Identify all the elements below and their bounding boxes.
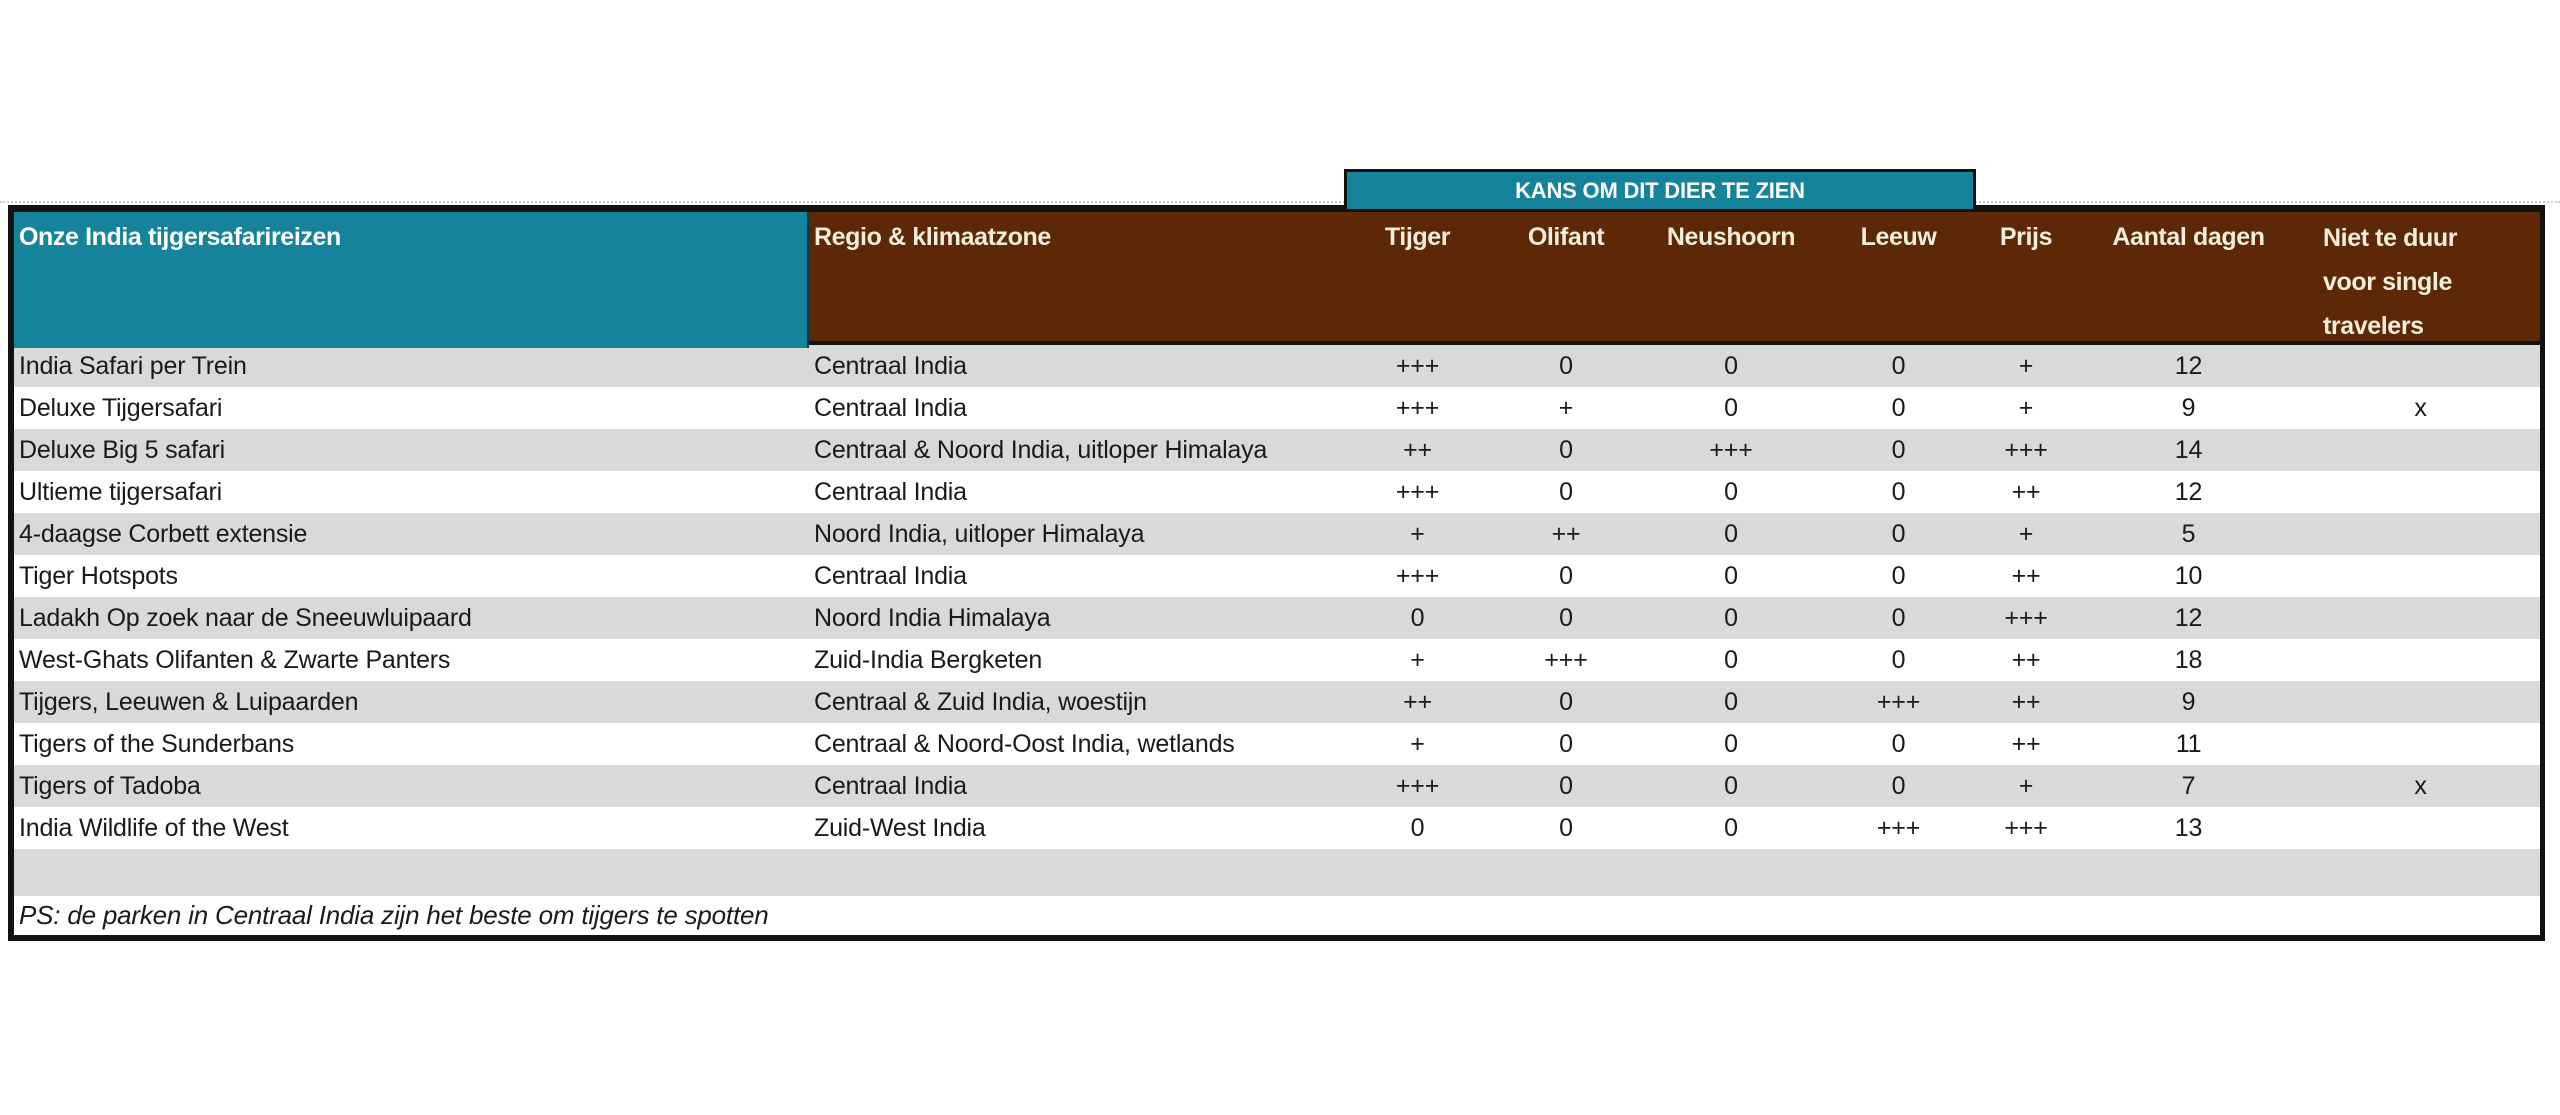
cell-leeuw: 0 <box>1891 394 1906 422</box>
cell-prijs: +++ <box>2004 436 2048 464</box>
table-row <box>14 765 2540 807</box>
cell-aantal-dagen: 13 <box>2174 814 2203 842</box>
cell-single-travelers <box>2301 471 2540 513</box>
cell-tijger: 0 <box>1410 814 1425 842</box>
cell-regio: Centraal India <box>814 772 967 800</box>
cell-neushoorn: 0 <box>1724 772 1738 800</box>
cell-aantal-dagen: 11 <box>2175 730 2202 758</box>
cell-prijs: + <box>2018 520 2034 548</box>
cell-leeuw: 0 <box>1891 352 1906 380</box>
column-header-aantal-dagen <box>2076 212 2301 348</box>
cell-regio: Centraal India <box>814 562 967 590</box>
cell-trip-name: West-Ghats Olifanten & Zwarte Panters <box>19 646 451 674</box>
footnote-text: PS: de parken in Centraal India zijn het beste om tijgers te spotten <box>19 900 769 930</box>
cell-regio: Centraal & Noord India, uitloper Himalaya <box>814 436 1268 464</box>
column-header-leeuw-label: Leeuw <box>1860 223 1937 251</box>
cell-trip-name: 4-daagse Corbett extensie <box>19 520 308 548</box>
cell-single-travelers <box>2301 513 2540 555</box>
table-row <box>14 345 2540 387</box>
kans-banner-label: KANS OM DIT DIER TE ZIEN <box>1515 177 1805 203</box>
cell-olifant: ++ <box>1551 520 1581 548</box>
cell-olifant: +++ <box>1544 646 1588 674</box>
cell-tijger: +++ <box>1395 394 1440 422</box>
cell-trip-name: Ladakh Op zoek naar de Sneeuwluipaard <box>19 604 472 632</box>
column-header-reizen <box>14 212 809 348</box>
table-row <box>14 513 2540 555</box>
cell-tijger: ++ <box>1403 436 1432 464</box>
cell-prijs: +++ <box>2004 604 2048 632</box>
cell-leeuw: 0 <box>1891 478 1906 506</box>
cell-tijger: + <box>1410 646 1425 674</box>
cell-leeuw: 0 <box>1891 730 1906 758</box>
footnote-row <box>14 896 2540 935</box>
cell-regio: Centraal & Zuid India, woestijn <box>814 688 1147 716</box>
cell-prijs: ++ <box>2011 478 2041 506</box>
cell-tijger: + <box>1410 730 1425 758</box>
cell-leeuw: 0 <box>1891 604 1906 632</box>
table-row <box>14 597 2540 639</box>
column-header-single-travelers <box>2301 212 2540 348</box>
cell-leeuw: 0 <box>1891 646 1906 674</box>
cell-neushoorn: +++ <box>1709 436 1753 464</box>
cell-prijs: ++ <box>2011 646 2041 674</box>
cell-trip-name: Tijgers, Leeuwen & Luipaarden <box>19 688 359 716</box>
cell-aantal-dagen: 14 <box>2174 436 2203 464</box>
cell-neushoorn: 0 <box>1724 520 1738 548</box>
cell-trip-name: Deluxe Big 5 safari <box>19 436 226 464</box>
cell-tijger: + <box>1410 520 1425 548</box>
cell-tijger: ++ <box>1403 688 1432 716</box>
table-row <box>14 471 2540 513</box>
cell-tijger: +++ <box>1395 562 1440 590</box>
cell-regio: Noord India, uitloper Himalaya <box>814 520 1145 548</box>
column-header-neushoorn-label: Neushoorn <box>1666 223 1796 251</box>
cell-tijger: +++ <box>1395 352 1440 380</box>
table-row <box>14 387 2540 429</box>
cell-tijger: +++ <box>1395 478 1440 506</box>
cell-trip-name: India Safari per Trein <box>19 352 247 380</box>
cell-regio: Centraal India <box>814 478 967 506</box>
cell-regio: Centraal India <box>814 352 967 380</box>
print-area-dashed-line <box>0 201 2560 203</box>
cell-aantal-dagen: 10 <box>2174 562 2203 590</box>
column-header-tijger <box>1344 212 1491 348</box>
table-header-row <box>14 212 2540 345</box>
cell-leeuw: 0 <box>1891 772 1906 800</box>
column-header-olifant-label: Olifant <box>1527 223 1605 251</box>
column-header-leeuw <box>1821 212 1976 348</box>
column-header-prijs-label: Prijs <box>1999 223 2053 251</box>
cell-olifant: 0 <box>1559 772 1573 800</box>
cell-olifant: 0 <box>1559 730 1573 758</box>
table-row <box>14 681 2540 723</box>
cell-aantal-dagen: 12 <box>2174 604 2203 632</box>
column-header-olifant <box>1491 212 1641 348</box>
table-row <box>14 723 2540 765</box>
cell-single-travelers: x <box>2414 394 2427 422</box>
cell-prijs: + <box>2018 772 2034 800</box>
empty-row <box>14 849 2540 896</box>
cell-leeuw: 0 <box>1891 520 1906 548</box>
cell-leeuw: 0 <box>1891 562 1906 590</box>
cell-single-travelers: x <box>2414 772 2427 800</box>
cell-olifant: 0 <box>1559 352 1573 380</box>
cell-trip-name: Tigers of Tadoba <box>19 772 201 800</box>
cell-aantal-dagen: 12 <box>2174 478 2203 506</box>
cell-aantal-dagen: 7 <box>2181 772 2196 800</box>
cell-neushoorn: 0 <box>1724 352 1738 380</box>
table-body <box>14 345 2540 849</box>
cell-trip-name: Tigers of the Sunderbans <box>19 730 294 758</box>
column-header-single-travelers-label: Niet te duur voor single travelers <box>2323 224 2458 340</box>
cell-prijs: ++ <box>2011 562 2041 590</box>
cell-olifant: + <box>1558 394 1574 422</box>
cell-leeuw: 0 <box>1891 436 1906 464</box>
cell-tijger: +++ <box>1395 772 1440 800</box>
cell-aantal-dagen: 18 <box>2174 646 2203 674</box>
cell-regio: Zuid-India Bergketen <box>814 646 1043 674</box>
column-header-regio <box>809 212 1344 348</box>
cell-trip-name: Deluxe Tijgersafari <box>19 394 223 422</box>
column-header-regio-label: Regio & klimaatzone <box>814 223 1051 251</box>
kans-banner <box>1344 169 1976 212</box>
cell-prijs: +++ <box>2004 814 2048 842</box>
cell-single-travelers <box>2301 807 2540 849</box>
column-header-aantal-dagen-label: Aantal dagen <box>2112 223 2265 251</box>
cell-olifant: 0 <box>1559 562 1573 590</box>
cell-leeuw: +++ <box>1876 688 1921 716</box>
cell-olifant: 0 <box>1559 688 1573 716</box>
cell-neushoorn: 0 <box>1724 646 1738 674</box>
cell-leeuw: +++ <box>1876 814 1921 842</box>
cell-neushoorn: 0 <box>1724 478 1738 506</box>
cell-single-travelers <box>2301 597 2540 639</box>
cell-regio: Centraal India <box>814 394 967 422</box>
cell-neushoorn: 0 <box>1724 604 1738 632</box>
table-row <box>14 807 2540 849</box>
cell-olifant: 0 <box>1559 604 1573 632</box>
safari-table <box>8 205 2545 941</box>
cell-neushoorn: 0 <box>1724 730 1738 758</box>
table-row <box>14 639 2540 681</box>
cell-trip-name: India Wildlife of the West <box>19 814 289 842</box>
cell-prijs: + <box>2018 394 2034 422</box>
cell-olifant: 0 <box>1559 436 1573 464</box>
cell-trip-name: Tiger Hotspots <box>19 562 178 590</box>
cell-aantal-dagen: 5 <box>2181 520 2196 548</box>
cell-neushoorn: 0 <box>1724 562 1738 590</box>
table-row <box>14 555 2540 597</box>
cell-single-travelers <box>2301 681 2540 723</box>
cell-single-travelers <box>2301 429 2540 471</box>
cell-neushoorn: 0 <box>1724 688 1738 716</box>
column-header-neushoorn <box>1641 212 1821 348</box>
column-header-tijger-label: Tijger <box>1384 223 1451 251</box>
cell-prijs: ++ <box>2011 730 2041 758</box>
cell-neushoorn: 0 <box>1724 394 1738 422</box>
cell-prijs: + <box>2018 352 2034 380</box>
cell-prijs: ++ <box>2011 688 2041 716</box>
table-row <box>14 429 2540 471</box>
cell-regio: Zuid-West India <box>814 814 986 842</box>
cell-aantal-dagen: 12 <box>2174 352 2203 380</box>
cell-regio: Noord India Himalaya <box>814 604 1051 632</box>
column-header-reizen-label: Onze India tijgersafarireizen <box>19 223 341 251</box>
cell-single-travelers <box>2301 639 2540 681</box>
cell-trip-name: Ultieme tijgersafari <box>19 478 223 506</box>
column-header-prijs <box>1976 212 2076 348</box>
cell-aantal-dagen: 9 <box>2181 688 2196 716</box>
cell-single-travelers <box>2301 723 2540 765</box>
cell-olifant: 0 <box>1559 478 1573 506</box>
cell-aantal-dagen: 9 <box>2181 394 2196 422</box>
cell-regio: Centraal & Noord-Oost India, wetlands <box>814 730 1235 758</box>
cell-tijger: 0 <box>1410 604 1425 632</box>
cell-olifant: 0 <box>1559 814 1573 842</box>
cell-neushoorn: 0 <box>1724 814 1738 842</box>
cell-single-travelers <box>2301 345 2540 387</box>
cell-single-travelers <box>2301 555 2540 597</box>
